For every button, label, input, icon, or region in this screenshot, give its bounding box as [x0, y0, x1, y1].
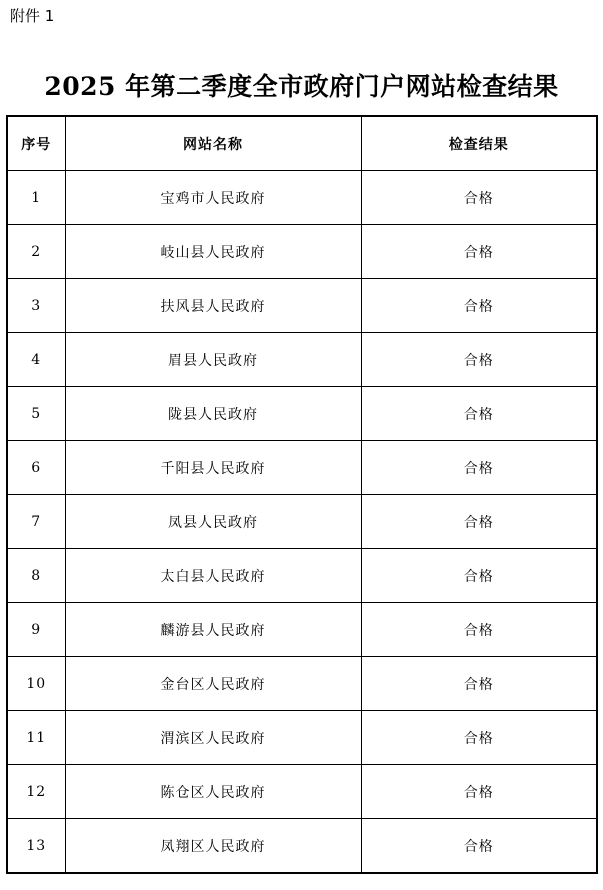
result-cell: 合格 [361, 549, 597, 603]
site-name-cell: 眉县人民政府 [65, 333, 361, 387]
result-cell: 合格 [361, 711, 597, 765]
row-index-cell: 1 [7, 171, 65, 225]
table-body [7, 171, 597, 874]
result-cell: 合格 [361, 495, 597, 549]
row-index-cell: 9 [7, 603, 65, 657]
site-name-cell: 太白县人民政府 [65, 549, 361, 603]
table-row [7, 387, 597, 441]
row-index-cell: 8 [7, 549, 65, 603]
result-cell: 合格 [361, 603, 597, 657]
page-title: 2025 年第二季度全市政府门户网站检查结果 [44, 72, 559, 101]
column-header-site-name: 网站名称 [65, 116, 361, 171]
site-name-cell: 陈仓区人民政府 [65, 765, 361, 819]
site-name-cell: 麟游县人民政府 [65, 603, 361, 657]
table-header-row [7, 116, 597, 171]
table-row [7, 495, 597, 549]
result-cell: 合格 [361, 279, 597, 333]
row-index-cell: 11 [7, 711, 65, 765]
row-index-cell: 4 [7, 333, 65, 387]
result-cell: 合格 [361, 441, 597, 495]
table-row [7, 333, 597, 387]
table-row [7, 279, 597, 333]
row-index-cell: 6 [7, 441, 65, 495]
site-name-cell: 陇县人民政府 [65, 387, 361, 441]
site-name-cell: 凤县人民政府 [65, 495, 361, 549]
result-cell: 合格 [361, 333, 597, 387]
table-row [7, 657, 597, 711]
row-index-cell: 3 [7, 279, 65, 333]
result-cell: 合格 [361, 171, 597, 225]
attachment-label: 附件 1 [10, 7, 55, 25]
site-name-cell: 宝鸡市人民政府 [65, 171, 361, 225]
result-cell: 合格 [361, 765, 597, 819]
table-row [7, 225, 597, 279]
site-name-cell: 渭滨区人民政府 [65, 711, 361, 765]
row-index-cell: 5 [7, 387, 65, 441]
column-header-result: 检查结果 [361, 116, 597, 171]
column-header-index: 序号 [7, 116, 65, 171]
row-index-cell: 7 [7, 495, 65, 549]
table-row [7, 549, 597, 603]
row-index-cell: 13 [7, 819, 65, 874]
result-cell: 合格 [361, 225, 597, 279]
row-index-cell: 2 [7, 225, 65, 279]
site-name-cell: 凤翔区人民政府 [65, 819, 361, 874]
result-cell: 合格 [361, 819, 597, 874]
table-row [7, 441, 597, 495]
table-row [7, 765, 597, 819]
table-row [7, 171, 597, 225]
results-table [6, 115, 598, 874]
site-name-cell: 扶风县人民政府 [65, 279, 361, 333]
result-cell: 合格 [361, 657, 597, 711]
site-name-cell: 千阳县人民政府 [65, 441, 361, 495]
row-index-cell: 10 [7, 657, 65, 711]
table-row [7, 819, 597, 874]
table-row [7, 603, 597, 657]
site-name-cell: 岐山县人民政府 [65, 225, 361, 279]
row-index-cell: 12 [7, 765, 65, 819]
site-name-cell: 金台区人民政府 [65, 657, 361, 711]
table-row [7, 711, 597, 765]
result-cell: 合格 [361, 387, 597, 441]
